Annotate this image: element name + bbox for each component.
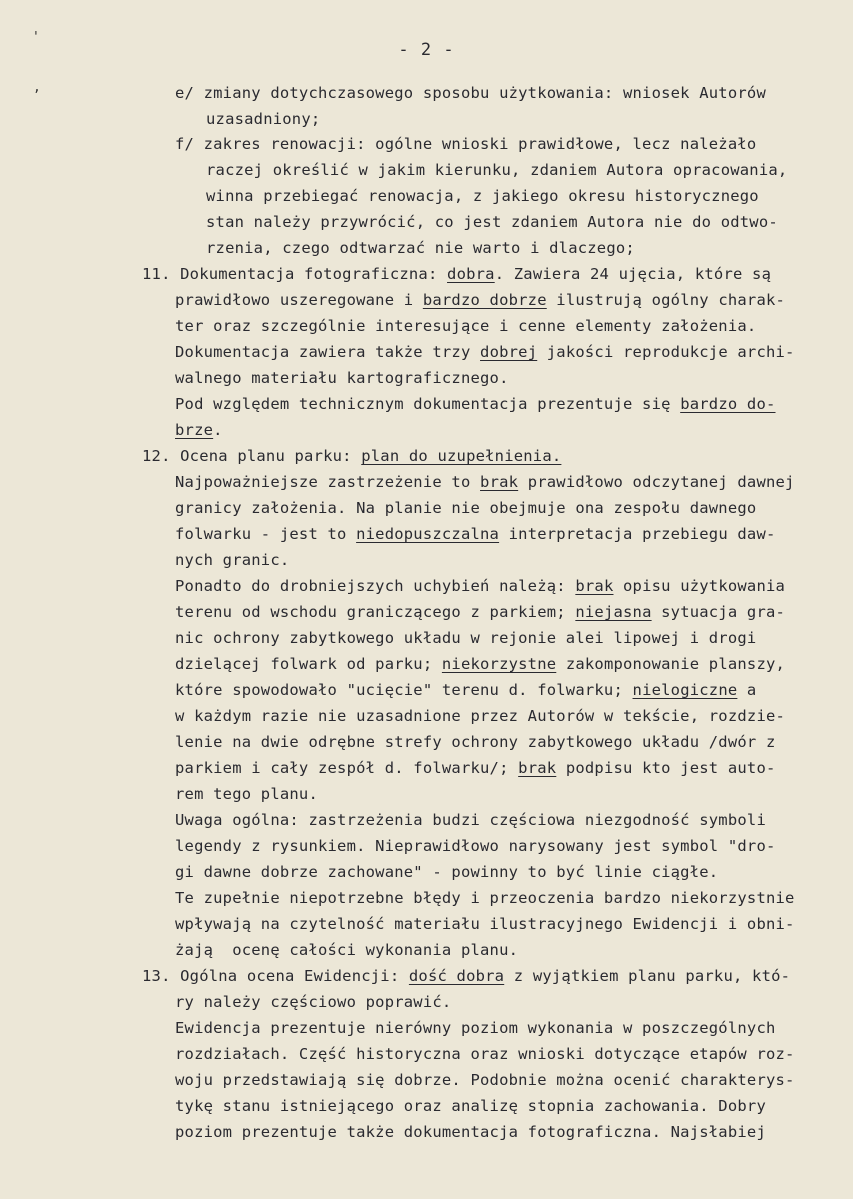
text-segment: stan należy przywrócić, co jest zdaniem Autora nie do odtwo- (206, 213, 778, 231)
text-line (142, 963, 790, 989)
text-segment: e/ zmiany dotychczasowego sposobu użytkowania: wniosek Autorów (175, 84, 766, 102)
text-line (206, 183, 759, 209)
text-line (175, 937, 518, 963)
text-segment: z wyjątkiem planu parku, któ- (504, 967, 791, 985)
text-segment: zakomponowanie planszy, (556, 655, 786, 673)
text-segment: Pod względem technicznym dokumentacja prezentuje się (175, 395, 681, 413)
underlined-text: brze (175, 421, 214, 439)
text-segment: Najpoważniejsze zastrzeżenie to (175, 473, 481, 491)
text-segment: Ponadto do drobniejszych uchybień należą: (175, 577, 576, 595)
text-line (175, 1041, 795, 1067)
text-line (206, 235, 635, 261)
text-segment: żają ocenę całości wykonania planu. (175, 941, 519, 959)
text-line (206, 106, 320, 132)
page-number: - 2 - (398, 40, 455, 60)
text-line (175, 80, 766, 106)
text-segment: rzenia, czego odtwarzać nie warto i dlaczego; (206, 239, 635, 257)
margin-mark: ' (32, 30, 40, 45)
text-line (175, 807, 766, 833)
text-segment: 12. Ocena planu parku: (142, 447, 362, 465)
underlined-text: dobra (447, 265, 495, 283)
underlined-text: bardzo do- (680, 395, 776, 413)
underlined-text: niekorzystne (441, 655, 557, 673)
text-segment: terenu od wschodu graniczącego z parkiem; (175, 603, 576, 621)
text-line (175, 781, 318, 807)
text-line (175, 521, 776, 547)
text-segment: interpretacja przebiegu daw- (499, 525, 776, 543)
text-line (175, 469, 795, 495)
text-line (175, 131, 756, 157)
text-line (175, 703, 785, 729)
text-segment: podpisu kto jest auto- (556, 759, 776, 777)
text-segment: nic ochrony zabytkowego układu w rejonie alei lipowej i drogi (175, 629, 757, 647)
text-line (175, 1119, 766, 1145)
text-line (175, 625, 756, 651)
text-segment: . (213, 421, 223, 439)
text-segment: ilustrują ogólny charak- (546, 291, 786, 309)
text-line (175, 651, 785, 677)
text-line (175, 599, 785, 625)
text-segment: a (737, 681, 757, 699)
underlined-text: dobrej (480, 343, 538, 361)
text-segment: raczej określić w jakim kierunku, zdaniem Autora opracowania, (206, 161, 788, 179)
text-segment: dzielącej folwark od parku; (175, 655, 442, 673)
text-line (175, 989, 451, 1015)
text-segment: Dokumentacja zawiera także trzy (175, 343, 481, 361)
text-segment: jakości reprodukcje archi- (537, 343, 795, 361)
underlined-text: niedopuszczalna (356, 525, 500, 543)
text-segment: Ewidencja prezentuje nierówny poziom wykonania w poszczególnych (175, 1019, 776, 1037)
text-segment: poziom prezentuje także dokumentacja fotograficzna. Najsłabiej (175, 1123, 766, 1141)
text-segment: 11. Dokumentacja fotograficzna: (142, 265, 448, 283)
text-line (206, 209, 778, 235)
text-segment: prawidłowo uszeregowane i (175, 291, 423, 309)
text-segment: które spowodowało "ucięcie" terenu d. folwarku; (175, 681, 633, 699)
text-line (206, 157, 787, 183)
text-segment: winna przebiegać renowacja, z jakiego okresu historycznego (206, 187, 759, 205)
text-line (142, 443, 561, 469)
text-segment: granicy założenia. Na planie nie obejmuje ona zespołu dawnego (175, 499, 757, 517)
text-line (175, 859, 718, 885)
underlined-text: niejasna (575, 603, 652, 621)
text-line (175, 417, 223, 443)
text-segment: prawidłowo odczytanej dawnej (518, 473, 795, 491)
text-segment: uzasadniony; (206, 110, 321, 128)
underlined-text: brak (575, 577, 614, 595)
text-line (175, 677, 756, 703)
text-segment: gi dawne dobrze zachowane" - powinny to być linie ciągłe. (175, 863, 719, 881)
text-segment: Uwaga ogólna: zastrzeżenia budzi częściowa niezgodność symboli (175, 811, 766, 829)
text-segment: walnego materiału kartograficznego. (175, 369, 509, 387)
text-segment: lenie na dwie odrębne strefy ochrony zabytkowego układu /dwór z (175, 733, 776, 751)
text-segment: woju przedstawiają się dobrze. Podobnie można ocenić charakterys- (175, 1071, 795, 1089)
margin-mark: , (33, 80, 41, 95)
text-segment: f/ zakres renowacji: ogólne wnioski prawidłowe, lecz należało (175, 135, 757, 153)
text-segment: ry należy częściowo poprawić. (175, 993, 452, 1011)
underlined-text: nielogiczne (632, 681, 738, 699)
text-segment: wpływają na czytelność materiału ilustracyjnego Ewidencji i obni- (175, 915, 795, 933)
text-line (175, 729, 776, 755)
text-line (175, 1093, 766, 1119)
text-segment: 13. Ogólna ocena Ewidencji: (142, 967, 409, 985)
text-segment: ter oraz szczególnie interesujące i cenne elementy założenia. (175, 317, 757, 335)
text-segment: tykę stanu istniejącego oraz analizę stopnia zachowania. Dobry (175, 1097, 766, 1115)
text-segment: sytuacja gra- (651, 603, 786, 621)
text-segment: nych granic. (175, 551, 290, 569)
text-segment: Te zupełnie niepotrzebne błędy i przeoczenia bardzo niekorzystnie (175, 889, 795, 907)
text-segment: opisu użytkowania (613, 577, 786, 595)
text-segment: w każdym razie nie uzasadnione przez Autorów w tekście, rozdzie- (175, 707, 786, 725)
text-line (175, 573, 785, 599)
text-segment: legendy z rysunkiem. Nieprawidłowo narysowany jest symbol "dro- (175, 837, 776, 855)
text-segment: parkiem i cały zespół d. folwarku/; (175, 759, 519, 777)
underlined-text: dość dobra (408, 967, 505, 985)
text-segment: folwarku - jest to (175, 525, 357, 543)
text-line (175, 287, 785, 313)
text-line (175, 755, 776, 781)
text-line (175, 911, 795, 937)
underlined-text: plan do uzupełnienia. (361, 447, 562, 465)
underlined-text: brak (518, 759, 557, 777)
underlined-text: bardzo dobrze (422, 291, 547, 309)
text-line (175, 885, 795, 911)
text-line (175, 365, 509, 391)
text-segment: rem tego planu. (175, 785, 318, 803)
text-line (175, 495, 756, 521)
text-line (175, 547, 289, 573)
text-line (175, 833, 776, 859)
text-line (175, 1015, 776, 1041)
text-line (175, 1067, 795, 1093)
text-segment: rozdziałach. Część historyczna oraz wnioski dotyczące etapów roz- (175, 1045, 795, 1063)
text-line (175, 339, 795, 365)
text-segment: . Zawiera 24 ujęcia, które są (494, 265, 772, 283)
text-line (142, 261, 771, 287)
text-line (175, 391, 776, 417)
text-line (175, 313, 756, 339)
underlined-text: brak (480, 473, 519, 491)
